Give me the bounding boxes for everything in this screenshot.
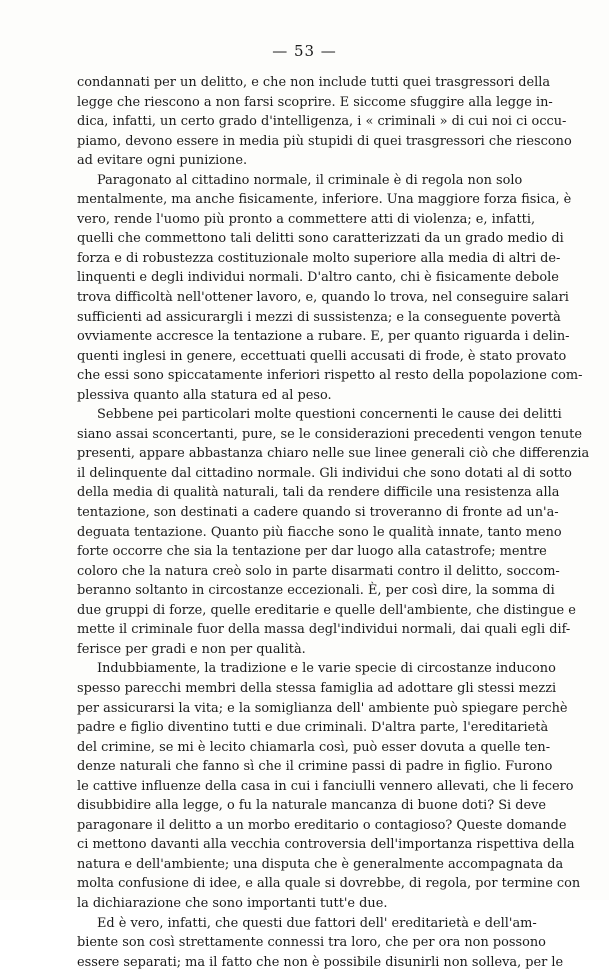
text-line: trova difficoltà nell'ottener lavoro, e, quando lo trova, nel conseguire salari xyxy=(77,290,569,306)
text-line: deguata tentazione. Quanto più fiacche sono le qualità innate, tanto meno xyxy=(77,524,562,540)
text-line: Indubbiamente, la tradizione e le varie specie di circostanze inducono xyxy=(97,661,556,677)
paragraph xyxy=(77,405,590,659)
paragraph xyxy=(77,171,583,406)
text-line: che essi sono spiccatamente inferiori rispetto al resto della popolazione com- xyxy=(77,368,583,384)
text-line: quenti inglesi in genere, eccettuati quelli accusati di frode, è stato provato xyxy=(77,348,567,364)
text-line: sufficienti ad assicurargli i mezzi di sussistenza; e la conseguente povertà xyxy=(77,309,561,325)
text-line: Sebbene pei particolari molte questioni concernenti le cause dei delitti xyxy=(97,407,562,423)
paragraph xyxy=(77,914,564,972)
text-line: condannati per un delitto, e che non include tutti quei trasgressori della xyxy=(77,75,551,90)
paragraph xyxy=(77,659,581,913)
paragraph xyxy=(77,73,572,171)
text-line: mentalmente, ma anche fisicamente, inferiore. Una maggiore forza fisica, è xyxy=(77,192,572,208)
text-line: ovviamente accresce la tentazione a rubare. E, per quanto riguarda i delin- xyxy=(77,329,570,345)
text-line: forte occorre che sia la tentazione per dar luogo alla catastrofe; mentre xyxy=(77,544,547,560)
text-line: biente son così strettamente connessi tra loro, che per ora non possono xyxy=(77,935,546,951)
text-line: Ed è vero, infatti, che questi due fattori dell' ereditarietà e dell'am- xyxy=(97,915,537,931)
text-line: linquenti e degli individui normali. D'altro canto, chi è fisicamente debole xyxy=(77,270,559,286)
text-line: per assicurarsi la vita; e la somiglianza dell' ambiente può spiegare perchè xyxy=(77,700,568,716)
text-line: la dichiarazione che sono importanti tutt'e due. xyxy=(77,895,388,911)
text-line: Paragonato al cittadino normale, il criminale è di regola non solo xyxy=(97,172,523,188)
text-line: ad evitare ogni punizione. xyxy=(77,153,248,169)
text-line: il delinquente dal cittadino normale. Gli individui che sono dotati al di sotto xyxy=(77,465,572,481)
text-line: le cattive influenze della casa in cui i fanciulli vennero allevati, che li fecero xyxy=(77,778,574,794)
text-line: paragonare il delitto a un morbo ereditario o contagioso? Queste domande xyxy=(77,817,567,833)
text-line: padre e figlio diventino tutti e due criminali. D'altra parte, l'ereditarietà xyxy=(77,720,549,736)
text-line: disubbidire alla legge, o fu la naturale mancanza di buone doti? Si deve xyxy=(77,798,547,814)
text-line: dica, infatti, un certo grado d'intelligenza, i « criminali » di cui noi ci occu- xyxy=(77,114,567,130)
text-line: mette il criminale fuor della massa degl'individui normali, dai quali egli dif- xyxy=(77,622,571,638)
text-line: legge che riescono a non farsi scoprire. E siccome sfuggire alla legge in- xyxy=(77,94,553,110)
text-line: tentazione, son destinati a cadere quando si troveranno di fronte ad un'a- xyxy=(77,505,559,521)
text-line: denze naturali che fanno sì che il crimine passi di padre in figlio. Furono xyxy=(77,759,553,775)
text-line: ci mettono davanti alla vecchia controversia dell'importanza rispettiva della xyxy=(77,837,575,853)
text-line: spesso parecchi membri della stessa famiglia ad adottare gli stessi mezzi xyxy=(77,680,557,696)
text-line: coloro che la natura creò solo in parte disarmati contro il delitto, soccom- xyxy=(77,563,560,579)
text-line: siano assai sconcertanti, pure, se le considerazioni precedenti vengon tenute xyxy=(77,426,582,442)
text-line: molta confusione di idee, e alla quale si dovrebbe, di regola, por termine con xyxy=(77,876,581,892)
text-line: essere separati; ma il fatto che non è possibile disunirli non solleva, per le xyxy=(77,954,564,970)
text-line: della media di qualità naturali, tali da rendere difficile una resistenza alla xyxy=(77,485,560,501)
text-line: beranno soltanto in circostanze eccezionali. È, per così dire, la somma di xyxy=(77,583,555,599)
text-line: forza e di robustezza costituzionale molto superiore alla media di altri de- xyxy=(77,250,561,266)
text-line: quelli che commettono tali delitti sono caratterizzati da un grado medio di xyxy=(77,231,564,247)
text-line: ferisce per gradi e non per qualità. xyxy=(77,641,306,657)
text-line: del crimine, se mi è lecito chiamarla così, può esser dovuta a quelle ten- xyxy=(77,739,551,755)
text-line: presenti, appare abbastanza chiaro nelle sue linee generali ciò che differenzia xyxy=(77,446,590,462)
text-line: piamo, devono essere in media più stupidi di quei trasgressori che riescono xyxy=(77,133,572,149)
text-line: vero, rende l'uomo più pronto a commettere atti di violenza; e, infatti, xyxy=(77,211,536,227)
text-line: due gruppi di forze, quelle ereditarie e quelle dell'ambiente, che distingue e xyxy=(77,602,576,618)
text-line: natura e dell'ambiente; una disputa che è generalmente accompagnata da xyxy=(77,856,564,872)
body-text xyxy=(77,73,590,972)
page-number: — 53 — xyxy=(272,42,337,60)
text-line: plessiva quanto alla statura ed al peso. xyxy=(77,387,332,403)
